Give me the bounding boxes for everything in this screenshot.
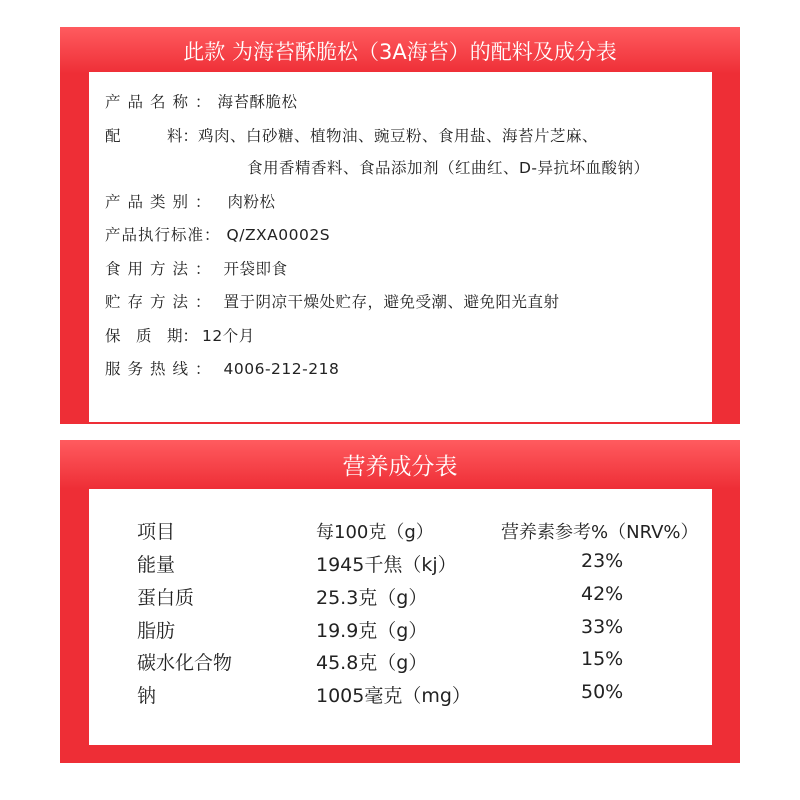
label-ingredients: 配 料： [105,127,199,145]
nutrition-card [60,440,740,763]
value-ingredients-line2: 食用香精香料、食品添加剂（红曲红、D-异抗坏血酸钠） [247,159,650,177]
nutrient-nrv: 33% [581,616,624,638]
row-product-name [105,90,298,112]
nutrient-name: 碳水化合物 [137,652,233,674]
value-standard: Q/ZXA0002S [226,226,331,244]
label-hotline: 服务热线： [105,360,218,378]
value-storage: 置于阴凉干燥处贮存，避免受潮、避免阳光直射 [223,293,560,311]
row-standard [105,223,330,245]
label-shelf-life: 保 质 期： [105,327,199,345]
row-shelf-life [105,324,255,346]
row-product-category [105,190,276,212]
nutrient-name: 脂肪 [137,620,176,642]
value-product-name: 海苔酥脆松 [217,93,298,111]
nutrient-nrv: 23% [581,550,624,572]
header-item: 项目 [137,521,176,543]
nutrient-per100g: 19.9克（g） [316,620,428,642]
header-nrv: 营养素参考%（NRV%） [501,522,699,543]
header-per100g: 每100克（g） [316,522,434,543]
nutrient-nrv: 50% [581,681,624,703]
value-usage: 开袋即食 [223,260,288,278]
nutrient-nrv: 15% [581,648,624,670]
ingredients-card [60,27,740,424]
row-hotline [105,357,339,379]
row-usage [105,257,288,279]
nutrient-per100g: 1945千焦（kj） [316,554,457,576]
nutrient-nrv: 42% [581,583,624,605]
label-product-category: 产品类别： [105,193,218,211]
ingredients-title: 此款 为海苔酥脆松（3A海苔）的配料及成分表 [60,27,740,74]
label-storage: 贮存方法： [105,293,218,311]
value-ingredients-line1: 鸡肉、白砂糖、植物油、豌豆粉、食用盐、海苔片芝麻、 [198,127,599,145]
label-standard: 产品执行标准： [105,226,221,244]
row-ingredients [105,124,598,146]
row-ingredients-cont [247,156,650,178]
nutrition-title: 营养成分表 [60,440,740,489]
nutrition-table [89,489,712,745]
value-product-category: 肉粉松 [227,193,276,211]
ingredients-panel [89,72,712,422]
nutrient-name: 钠 [137,685,157,707]
nutrient-name: 能量 [137,554,176,576]
label-usage: 食用方法： [105,260,218,278]
row-storage [105,290,560,312]
value-shelf-life: 12个月 [202,327,255,345]
label-product-name: 产品名称： [105,93,218,111]
nutrient-per100g: 1005毫克（mg） [316,685,471,707]
nutrient-name: 蛋白质 [137,587,195,609]
nutrient-per100g: 25.3克（g） [316,587,428,609]
nutrient-per100g: 45.8克（g） [316,652,428,674]
value-hotline: 4006-212-218 [223,360,340,378]
